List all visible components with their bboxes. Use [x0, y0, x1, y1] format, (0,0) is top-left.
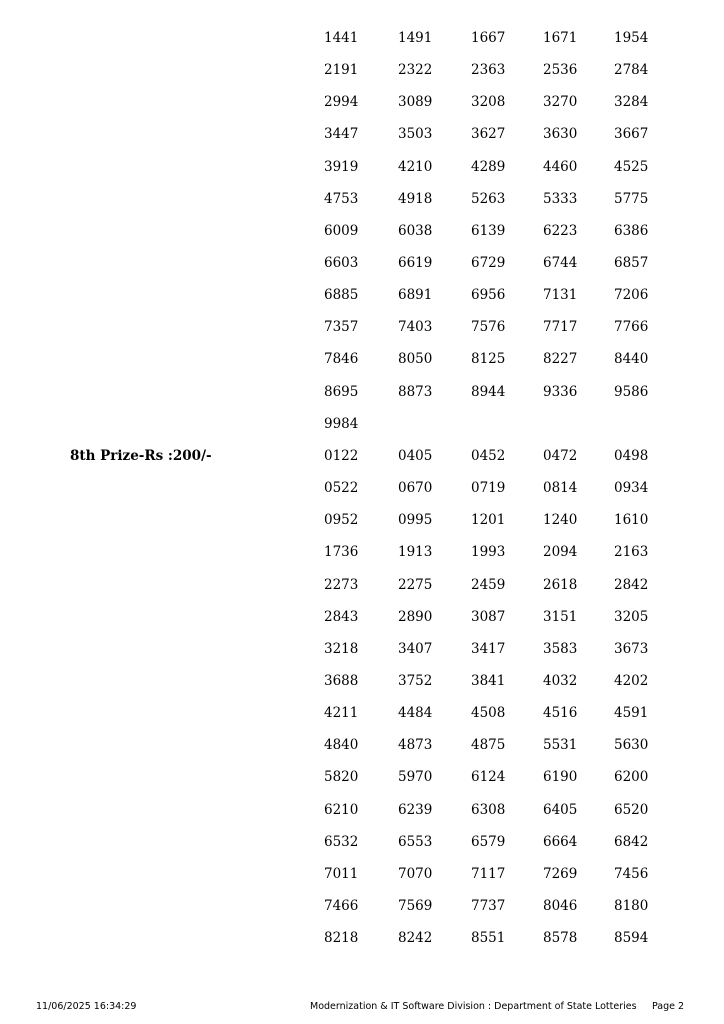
lottery-number: 5531 [543, 737, 578, 754]
lottery-number: 4591 [614, 705, 649, 722]
lottery-number: 6729 [471, 254, 506, 271]
lottery-number: 3417 [471, 640, 506, 657]
lottery-number: 2618 [543, 576, 578, 593]
lottery-number: 0122 [324, 448, 359, 464]
lottery-number: 8594 [614, 930, 649, 947]
lottery-number: 7456 [614, 865, 649, 882]
lottery-number: 3752 [398, 672, 433, 689]
lottery-number: 0814 [543, 480, 578, 497]
number-row [324, 930, 664, 962]
lottery-number: 3503 [398, 126, 433, 143]
lottery-number: 5263 [471, 190, 506, 207]
lottery-number: 5333 [543, 190, 578, 207]
lottery-number: 8440 [614, 351, 649, 368]
number-row [324, 126, 664, 158]
lottery-number: 6386 [614, 222, 649, 239]
lottery-number: 7131 [543, 287, 578, 304]
number-row [324, 577, 664, 609]
lottery-number: 8125 [471, 351, 506, 368]
lottery-number: 5970 [398, 769, 433, 786]
number-grid [324, 30, 664, 448]
prize-label: 8th Prize-Rs :200/- [70, 448, 212, 464]
lottery-number: 4918 [398, 190, 433, 207]
lottery-number: 2536 [543, 62, 578, 79]
lottery-number: 0498 [614, 448, 649, 464]
lottery-number: 3688 [324, 672, 359, 689]
lottery-number: 9586 [614, 383, 649, 400]
lottery-number: 0952 [324, 512, 359, 529]
lottery-number: 6956 [471, 287, 506, 304]
lottery-number: 7569 [398, 897, 433, 914]
lottery-number: 3841 [471, 672, 506, 689]
number-row [324, 769, 664, 801]
lottery-number: 0405 [398, 448, 433, 464]
lottery-number: 6139 [471, 222, 506, 239]
lottery-number: 7117 [471, 865, 506, 882]
number-row [324, 159, 664, 191]
number-row [324, 641, 664, 673]
lottery-number: 7269 [543, 865, 578, 882]
footer-page-number: Page 2 [652, 1001, 685, 1012]
lottery-number: 6579 [471, 833, 506, 850]
lottery-number: 3205 [614, 608, 649, 625]
number-row [324, 416, 664, 448]
lottery-number: 6532 [324, 833, 359, 850]
lottery-number: 7717 [543, 319, 578, 336]
number-grid [324, 448, 664, 962]
number-row [324, 287, 664, 319]
lottery-number: 6619 [398, 254, 433, 271]
lottery-number: 8227 [543, 351, 578, 368]
lottery-number: 2275 [398, 576, 433, 593]
lottery-number: 4525 [614, 158, 649, 175]
number-row [324, 448, 664, 480]
number-row [324, 834, 664, 866]
lottery-number: 7846 [324, 351, 359, 368]
lottery-number: 0452 [471, 448, 506, 464]
lottery-number: 2459 [471, 576, 506, 593]
number-row [324, 223, 664, 255]
lottery-number: 1954 [614, 30, 649, 46]
lottery-number: 5820 [324, 769, 359, 786]
lottery-number: 3218 [324, 640, 359, 657]
lottery-number: 6891 [398, 287, 433, 304]
lottery-number: 3151 [543, 608, 578, 625]
lottery-number: 2890 [398, 608, 433, 625]
lottery-number: 4210 [398, 158, 433, 175]
lottery-number: 8873 [398, 383, 433, 400]
number-row [324, 384, 664, 416]
number-row [324, 802, 664, 834]
lottery-number: 6664 [543, 833, 578, 850]
lottery-number: 1736 [324, 544, 359, 561]
lottery-number: 2363 [471, 62, 506, 79]
lottery-number: 2273 [324, 576, 359, 593]
number-row [324, 480, 664, 512]
lottery-number: 6200 [614, 769, 649, 786]
lottery-number: 5630 [614, 737, 649, 754]
lottery-number: 3919 [324, 158, 359, 175]
lottery-number: 3270 [543, 94, 578, 111]
lottery-number: 1201 [471, 512, 506, 529]
lottery-number: 4211 [324, 705, 359, 722]
lottery-number: 7206 [614, 287, 649, 304]
lottery-number: 4875 [471, 737, 506, 754]
lottery-number: 8218 [324, 930, 359, 947]
lottery-number: 4289 [471, 158, 506, 175]
number-row [324, 705, 664, 737]
lottery-number: 9984 [324, 415, 359, 432]
lottery-number: 1240 [543, 512, 578, 529]
lottery-number: 6553 [398, 833, 433, 850]
lottery-number: 0522 [324, 480, 359, 497]
lottery-number: 3208 [471, 94, 506, 111]
lottery-number: 2163 [614, 544, 649, 561]
lottery-number: 7070 [398, 865, 433, 882]
lottery-number: 4840 [324, 737, 359, 754]
lottery-number: 6744 [543, 254, 578, 271]
number-row [324, 319, 664, 351]
number-row [324, 737, 664, 769]
lottery-number: 6885 [324, 287, 359, 304]
lottery-number: 3087 [471, 608, 506, 625]
lottery-number: 7466 [324, 897, 359, 914]
lottery-number: 6308 [471, 801, 506, 818]
lottery-number: 6405 [543, 801, 578, 818]
lottery-number: 2994 [324, 94, 359, 111]
lottery-number: 3407 [398, 640, 433, 657]
lottery-number: 3447 [324, 126, 359, 143]
number-row [324, 609, 664, 641]
lottery-number: 7737 [471, 897, 506, 914]
number-row [324, 62, 664, 94]
lottery-number: 7011 [324, 865, 359, 882]
lottery-number: 8695 [324, 383, 359, 400]
lottery-number: 4516 [543, 705, 578, 722]
lottery-number: 7766 [614, 319, 649, 336]
number-row [324, 30, 664, 62]
lottery-number: 1667 [471, 30, 506, 46]
lottery-number: 3089 [398, 94, 433, 111]
lottery-number: 8578 [543, 930, 578, 947]
lottery-number: 2784 [614, 62, 649, 79]
lottery-number: 1441 [324, 30, 359, 46]
lottery-number: 2094 [543, 544, 578, 561]
lottery-number: 3673 [614, 640, 649, 657]
lottery-number: 8046 [543, 897, 578, 914]
lottery-number: 6520 [614, 801, 649, 818]
number-row [324, 898, 664, 930]
number-row [324, 191, 664, 223]
lottery-number: 3667 [614, 126, 649, 143]
number-row [324, 512, 664, 544]
lottery-number: 6223 [543, 222, 578, 239]
lottery-number: 3284 [614, 94, 649, 111]
lottery-number: 7403 [398, 319, 433, 336]
lottery-number: 3630 [543, 126, 578, 143]
lottery-number: 6190 [543, 769, 578, 786]
lottery-number: 4460 [543, 158, 578, 175]
lottery-number: 2322 [398, 62, 433, 79]
lottery-number: 8180 [614, 897, 649, 914]
lottery-number: 1491 [398, 30, 433, 46]
lottery-number: 5775 [614, 190, 649, 207]
lottery-number: 6857 [614, 254, 649, 271]
lottery-number: 1610 [614, 512, 649, 529]
number-row [324, 94, 664, 126]
number-row [324, 673, 664, 705]
lottery-number: 1993 [471, 544, 506, 561]
lottery-number: 6124 [471, 769, 506, 786]
lottery-number: 6603 [324, 254, 359, 271]
lottery-number: 7576 [471, 319, 506, 336]
lottery-number: 4873 [398, 737, 433, 754]
lottery-number: 6210 [324, 801, 359, 818]
lottery-number: 0719 [471, 480, 506, 497]
lottery-number: 6239 [398, 801, 433, 818]
footer-timestamp: 11/06/2025 16:34:29 [36, 1001, 137, 1012]
lottery-number: 4484 [398, 705, 433, 722]
lottery-number: 2842 [614, 576, 649, 593]
lottery-number: 1913 [398, 544, 433, 561]
lottery-number: 0472 [543, 448, 578, 464]
number-row [324, 544, 664, 576]
lottery-number: 4202 [614, 672, 649, 689]
number-row [324, 351, 664, 383]
lottery-number: 4508 [471, 705, 506, 722]
lottery-number: 6009 [324, 222, 359, 239]
lottery-number: 6842 [614, 833, 649, 850]
lottery-number: 0934 [614, 480, 649, 497]
lottery-number: 0995 [398, 512, 433, 529]
lottery-number: 8242 [398, 930, 433, 947]
lottery-number: 9336 [543, 383, 578, 400]
footer-division: Modernization & IT Software Division : Department of State Lotteries [310, 1001, 637, 1012]
lottery-number: 8944 [471, 383, 506, 400]
lottery-number: 4753 [324, 190, 359, 207]
lottery-number: 2191 [324, 62, 359, 79]
lottery-number: 3627 [471, 126, 506, 143]
lottery-number: 3583 [543, 640, 578, 657]
lottery-number: 1671 [543, 30, 578, 46]
lottery-number: 8551 [471, 930, 506, 947]
number-row [324, 255, 664, 287]
number-row [324, 866, 664, 898]
lottery-number: 7357 [324, 319, 359, 336]
page-footer [0, 1000, 724, 1014]
lottery-number: 4032 [543, 672, 578, 689]
lottery-number: 8050 [398, 351, 433, 368]
lottery-number: 6038 [398, 222, 433, 239]
lottery-number: 2843 [324, 608, 359, 625]
lottery-number: 0670 [398, 480, 433, 497]
